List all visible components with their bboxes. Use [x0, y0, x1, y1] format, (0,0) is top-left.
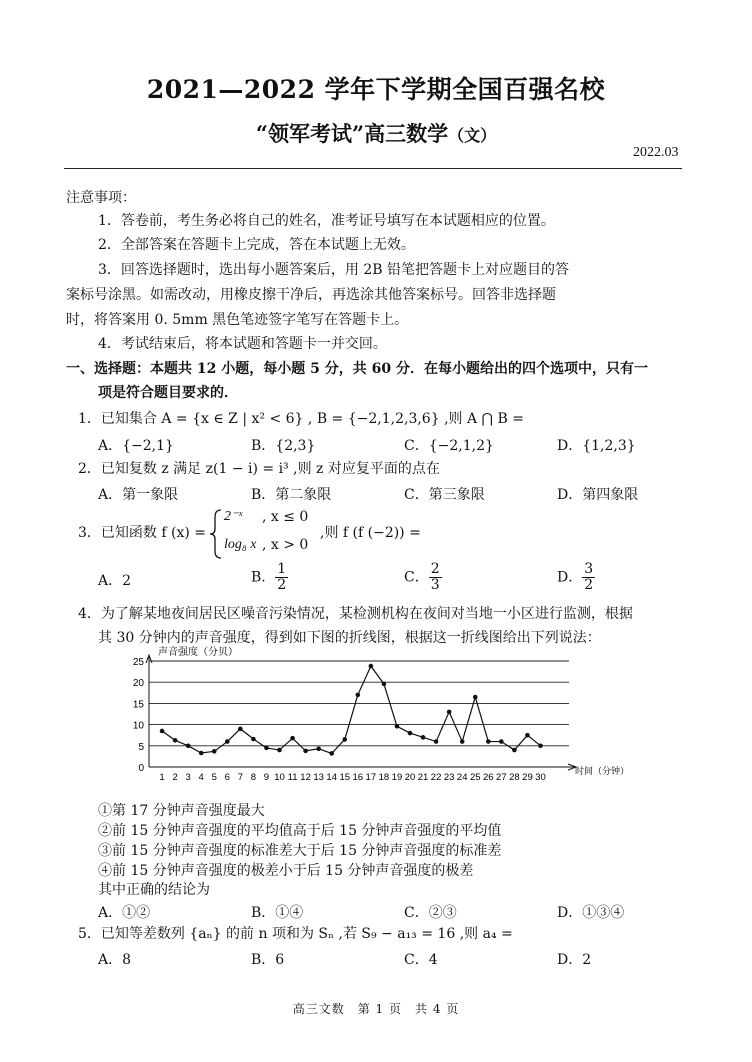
question-2-option-c: C．第三象限 — [404, 487, 485, 503]
note-item: 4．考试结束后，将本试题和答题卡一并交回。 — [98, 336, 387, 352]
piecewise-case-2-expr: log₈ x — [224, 537, 257, 552]
chart-data-point — [290, 736, 295, 741]
chart-y-tick-label: 5 — [138, 741, 144, 753]
chart-data-point — [499, 739, 504, 744]
chart-data-point — [251, 737, 256, 742]
chart-grid — [149, 661, 569, 746]
chart-data-point — [303, 749, 308, 754]
chart-y-axis-label: 声音强度（分贝） — [158, 647, 238, 658]
chart-x-tick-label: 28 — [509, 772, 520, 783]
question-3-option-b — [251, 562, 288, 593]
fraction-numerator: 2 — [430, 561, 440, 577]
header-divider — [64, 168, 682, 169]
exam-date: 2022.03 — [633, 145, 679, 160]
question-1-stem: 1．已知集合 A = {x ∈ Z | x² < 6} , B = {−2,1,2,3,6} ,则 A ⋂ B = — [78, 411, 524, 427]
question-2-stem: 2．已知复数 z 满足 z(1 − i) = i³ ,则 z 对应复平面的点在 — [78, 461, 440, 477]
chart-x-tick-label: 19 — [391, 772, 403, 783]
chart-x-tick-label: 25 — [469, 772, 481, 783]
subtitle-suffix: （文） — [448, 126, 497, 145]
note-item: 案标号涂黑。如需改动，用橡皮擦干净后，再选涂其他答案标号。回答非选择题 — [66, 287, 556, 303]
chart-data-point — [538, 744, 543, 749]
chart-data-point — [473, 695, 478, 700]
chart-x-tick-label: 27 — [496, 772, 507, 783]
question-3-option-c — [404, 562, 442, 593]
question-4-line-1: 4．为了解某地夜间居民区噪音污染情况，某检测机构在夜间对当地一小区进行监测，根据 — [78, 606, 633, 622]
chart-data-point — [447, 710, 452, 715]
chart-x-tick-label: 21 — [417, 772, 429, 783]
question-4-statement-3: ③前 15 分钟声音强度的标准差大于后 15 分钟声音强度的标准差 — [98, 843, 502, 859]
fraction-numerator: 3 — [584, 561, 594, 577]
question-2-option-b: B．第二象限 — [251, 487, 332, 503]
chart-x-tick-label: 24 — [456, 772, 468, 783]
question-4-statement-2: ②前 15 分钟声音强度的平均值高于后 15 分钟声音强度的平均值 — [98, 823, 502, 839]
chart-data-point — [486, 739, 491, 744]
chart-x-tick-label: 5 — [211, 772, 217, 783]
option-label: D． — [557, 569, 583, 586]
chart-x-tick-label: 1 — [159, 772, 165, 783]
question-4-option-c: C．②③ — [404, 905, 457, 921]
fraction-numerator: 1 — [277, 561, 287, 577]
chart-x-tick-label: 11 — [287, 772, 298, 783]
chart-x-tick-label: 15 — [339, 772, 351, 783]
chart-x-tick-label: 14 — [326, 772, 337, 783]
question-3-option-d — [557, 562, 595, 593]
chart-x-tick-label: 8 — [250, 772, 257, 783]
chart-x-tick-label: 26 — [483, 772, 494, 783]
chart-data-point — [264, 746, 269, 751]
chart-series-line — [162, 666, 540, 753]
question-1-option-d: D．{1,2,3} — [557, 438, 636, 454]
chart-data-point — [212, 749, 217, 754]
chart-points — [160, 664, 543, 756]
section-heading-cont: 项是符合题目要求的． — [98, 385, 238, 401]
question-1-option-c: C．{−2,1,2} — [404, 438, 494, 454]
chart-x-tick-label: 29 — [522, 772, 533, 783]
question-2-option-a: A．第一象限 — [98, 487, 179, 503]
fraction — [275, 562, 288, 593]
notes-heading: 注意事项： — [66, 190, 136, 206]
chart-y-ticks — [133, 657, 145, 774]
option-label: B． — [251, 569, 276, 586]
subtitle-main: “领军考试”高三数学 — [255, 121, 449, 146]
piecewise-case-1-expr: 2⁻ˣ — [224, 509, 243, 524]
chart-x-tick-label: 12 — [300, 772, 311, 783]
chart-x-tick-label: 2 — [172, 772, 178, 783]
chart-data-point — [512, 748, 517, 753]
chart-data-point — [525, 733, 530, 738]
chart-x-tick-label: 22 — [430, 772, 442, 783]
exam-subtitle — [0, 118, 752, 148]
chart-data-point — [395, 724, 400, 729]
question-1-option-a: A．{−2,1} — [98, 438, 174, 454]
chart-x-tick-label: 4 — [198, 772, 204, 783]
question-5-option-c: C．4 — [404, 952, 438, 968]
question-4-option-b: B．①④ — [251, 905, 304, 921]
chart-x-ticks — [159, 772, 545, 783]
chart-data-point — [173, 738, 178, 743]
fraction — [582, 562, 595, 593]
chart-x-tick-label: 30 — [535, 772, 546, 783]
chart-data-point — [356, 693, 361, 698]
chart-data-point — [421, 735, 426, 740]
question-3-option-a: A．2 — [98, 573, 132, 589]
chart-x-tick-label: 10 — [274, 772, 285, 783]
question-3-suffix: ,则 f (f (−2)) = — [320, 525, 421, 541]
chart-x-tick-label: 9 — [263, 772, 270, 783]
chart-x-tick-label: 7 — [237, 772, 243, 783]
fraction-denominator: 3 — [430, 577, 440, 593]
chart-data-point — [238, 727, 243, 732]
question-4-statement-1: ①第 17 分钟声音强度最大 — [98, 803, 265, 819]
noise-line-chart — [125, 643, 645, 795]
piecewise-case-1-cond: , x ≤ 0 — [262, 509, 309, 525]
chart-y-tick-label: 25 — [132, 657, 144, 668]
chart-x-tick-label: 20 — [404, 772, 416, 783]
note-item: 时，将答案用 0. 5mm 黑色笔迹签字笔写在答题卡上。 — [66, 312, 409, 328]
chart-data-point — [199, 751, 204, 756]
fraction-denominator: 2 — [584, 577, 594, 593]
piecewise-brace — [209, 509, 223, 559]
piecewise-case-2-cond: , x > 0 — [262, 537, 309, 553]
note-item: 1．答卷前，考生务必将自己的姓名，准考证号填写在本试题相应的位置。 — [98, 213, 555, 229]
chart-x-tick-label: 23 — [443, 772, 455, 783]
chart-data-point — [382, 682, 387, 687]
chart-x-tick-label: 3 — [185, 772, 191, 783]
question-5-option-d: D．2 — [557, 952, 592, 968]
chart-data-point — [460, 739, 465, 744]
question-3-prefix: 3．已知函数 f (x) = — [78, 525, 206, 541]
chart-x-axis-label: 时间（分钟） — [575, 766, 630, 776]
question-4-line-2: 其 30 分钟内的声音强度，得到如下图的折线图，根据这一折线图给出下列说法： — [98, 630, 601, 646]
chart-data-point — [160, 729, 165, 734]
chart-data-point — [342, 737, 347, 742]
note-item: 3．回答选择题时，选出每小题答案后，用 2B 铅笔把答题卡上对应题目的答 — [98, 262, 570, 278]
fraction — [429, 562, 442, 593]
chart-x-tick-label: 6 — [224, 772, 230, 783]
exam-title: 2021—2022 学年下学期全国百强名校 — [146, 75, 606, 104]
chart-x-tick-label: 17 — [365, 772, 377, 783]
chart-data-point — [225, 739, 230, 744]
note-item: 2．全部答案在答题卡上完成，答在本试题上无效。 — [98, 237, 415, 253]
chart-data-point — [316, 746, 321, 751]
question-4-option-a: A．①② — [98, 905, 151, 921]
question-5-option-b: B．6 — [251, 952, 285, 968]
chart-data-point — [329, 751, 334, 756]
question-2-option-d: D．第四象限 — [557, 487, 639, 503]
chart-x-tick-label: 18 — [378, 772, 390, 783]
chart-data-point — [434, 739, 439, 744]
chart-axes — [146, 655, 576, 770]
chart-data-point — [408, 731, 413, 736]
question-4-statement-4: ④前 15 分钟声音强度的极差小于后 15 分钟声音强度的极差 — [98, 863, 474, 879]
question-5-option-a: A．8 — [98, 952, 132, 968]
chart-y-tick-label: 0 — [138, 763, 144, 774]
fraction-denominator: 2 — [277, 577, 287, 593]
page-footer: 高三文数 第 1 页 共 4 页 — [292, 1002, 460, 1016]
option-label: C． — [404, 569, 429, 586]
question-1-option-b: B．{2,3} — [251, 438, 316, 454]
chart-data-point — [277, 748, 282, 753]
question-4-conclusion: 其中正确的结论为 — [98, 882, 210, 898]
chart-x-tick-label: 13 — [313, 772, 324, 783]
section-heading: 一、选择题：本题共 12 小题，每小题 5 分，共 60 分．在每小题给出的四个选项中，只有一 — [66, 361, 648, 377]
chart-data-point — [369, 664, 374, 669]
question-5-stem: 5．已知等差数列 {aₙ} 的前 n 项和为 Sₙ ,若 S₉ − a₁₃ = 16 ,则 a₄ = — [78, 926, 513, 942]
chart-y-tick-label: 15 — [132, 699, 144, 711]
chart-y-tick-label: 20 — [132, 678, 144, 690]
chart-y-tick-label: 10 — [132, 720, 144, 732]
chart-x-tick-label: 16 — [352, 772, 364, 783]
chart-data-point — [186, 744, 191, 749]
question-4-option-d: D．①③④ — [557, 905, 625, 921]
